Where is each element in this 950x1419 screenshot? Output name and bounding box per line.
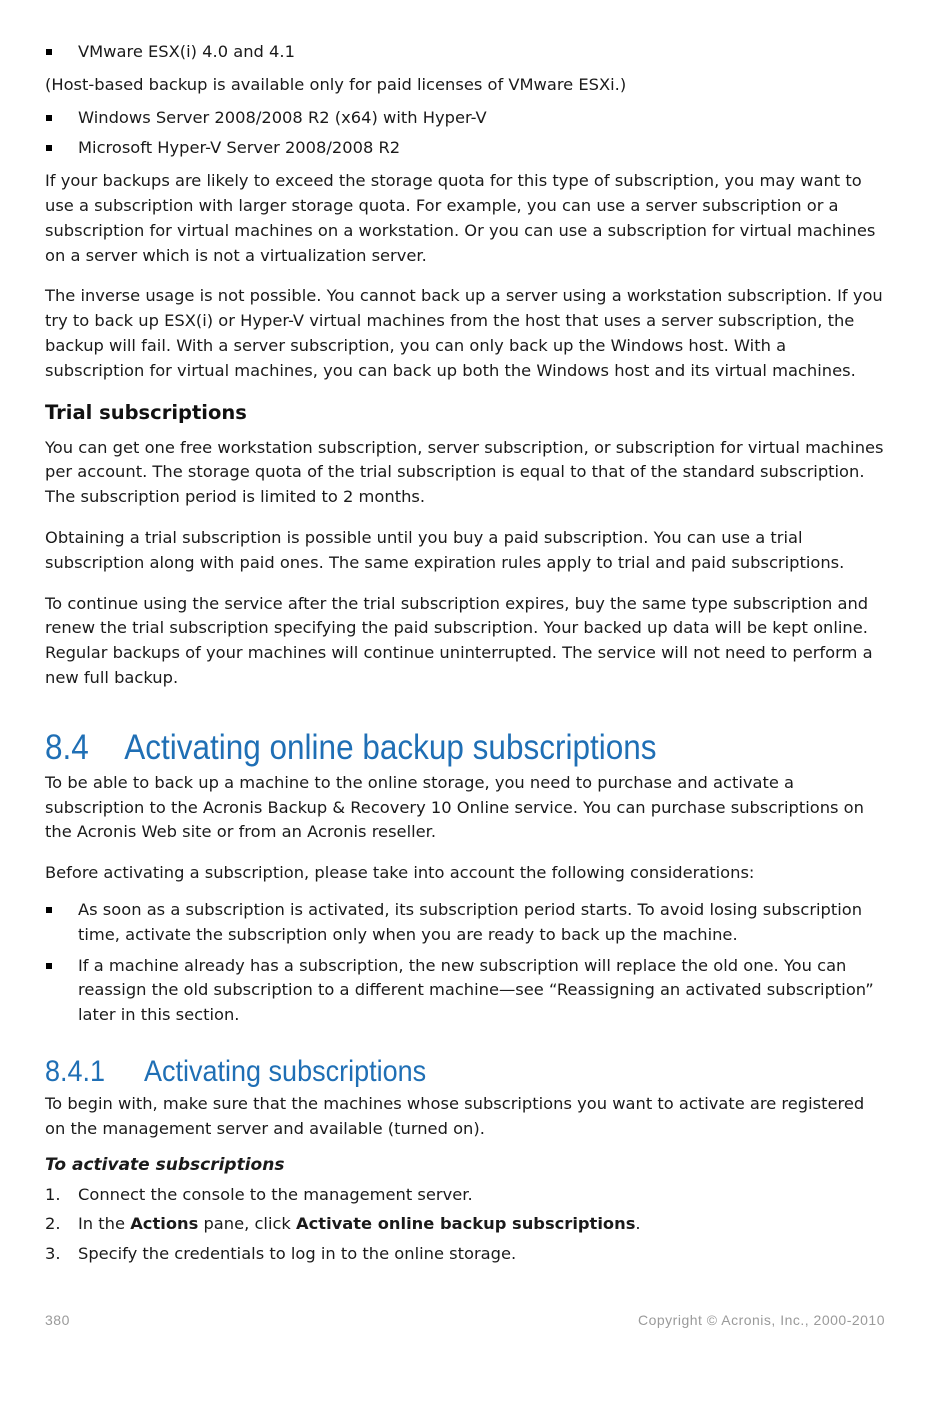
bullet-square-icon [46,145,52,151]
paragraph-quota: If your backups are likely to exceed the storage quota for this type of subscription, you may want to use a subscription with larger storage quota. For example, you can use a server subscription or a subscription for virtual machines on a workstation. Or you can use a subscription for virtual machines on a server which is not a virtualization server. [45,171,876,265]
bullet-text: As soon as a subscription is activated, its subscription period starts. To avoid losing subscription time, activate the subscription only when you are ready to back up the machine. [78,899,863,944]
section-8-4-1-paragraph: To begin with, make sure that the machines whose subscriptions you want to activate are registered on the management server and available (turned on). [45,1093,865,1138]
ui-term-actions: Actions [130,1214,199,1234]
subsection-number: 8.4.1 [45,1054,106,1088]
step-item [45,1183,885,1208]
trial-paragraph-2: Obtaining a trial subscription is possible until you buy a paid subscription. You can use a trial subscription along with paid ones. The same expiration rules apply to trial and paid subscriptions. [45,527,845,572]
ui-term-activate: Activate online backup subscriptions [296,1214,636,1234]
step-number: 2. [45,1214,61,1234]
bullet-square-icon [46,115,52,121]
trial-paragraph-3: To continue using the service after the trial subscription expires, buy the same type subscription and renew the trial subscription specifying the paid subscription. Your backed up data will be kept online. Regular backups of your machines will continue uninterrupted. The service will not need to perform a new full backup. [45,593,873,687]
step-number: 3. [45,1244,61,1264]
section-8-4-1-heading [45,1054,801,1090]
bullet-item [45,40,885,65]
bullet-square-icon [46,907,52,913]
step-item [45,1212,885,1237]
step-text [78,1214,641,1233]
bullet-item [45,136,885,161]
section-8-4-paragraph-2: Before activating a subscription, please take into account the following considerations: [45,863,755,883]
note-esxi: (Host-based backup is available only for paid licenses of VMware ESXi.) [45,74,627,94]
bullet-text: Microsoft Hyper-V Server 2008/2008 R2 [78,138,401,158]
bullet-square-icon [46,963,52,969]
bullet-text: If a machine already has a subscription, the new subscription will replace the old one. You can reassign the old subscription to a different machine—see “Reassigning an activated subscription” later in this section. [78,955,874,1025]
subsection-title: Activating subscriptions [144,1054,427,1088]
step-text-part: pane, click [198,1214,297,1234]
bullet-text: VMware ESX(i) 4.0 and 4.1 [78,42,295,61]
copyright-notice: Copyright © Acronis, Inc., 2000-2010 [638,1312,885,1328]
step-number: 1. [45,1184,61,1204]
paragraph-inverse: The inverse usage is not possible. You cannot back up a server using a workstation subscription. If you try to back up ESX(i) or Hyper-V virtual machines from the host that uses a server subscription, the backup will fail. With a server subscription, you can only back up the Windows host. With a subscription for virtual machines, you can back up both the Windows host and its virtual machines. [45,286,883,380]
section-title: Activating online backup subscriptions [124,727,657,767]
trial-paragraph-1: You can get one free workstation subscription, server subscription, or subscription for virtual machines per account. The storage quota of the trial subscription is equal to that of the standard subscription. The subscription period is limited to 2 months. [45,437,884,507]
bullet-item [45,898,885,948]
section-number: 8.4 [45,727,89,767]
section-8-4-heading [45,727,801,769]
bullet-square-icon [46,49,52,55]
trial-heading: Trial subscriptions [45,400,247,424]
step-item [45,1242,885,1267]
bullet-item [45,954,885,1028]
bullet-text: Windows Server 2008/2008 R2 (x64) with Hyper-V [78,107,487,127]
page-number: 380 [45,1312,70,1328]
bullet-item [45,106,885,131]
step-text-part: In the [78,1214,131,1234]
step-text: Specify the credentials to log in to the online storage. [78,1244,517,1264]
step-text: Connect the console to the management server. [78,1184,473,1204]
procedure-title: To activate subscriptions [45,1154,285,1175]
step-text-part: . [635,1214,641,1234]
section-8-4-paragraph-1: To be able to back up a machine to the online storage, you need to purchase and activate a subscription to the Acronis Backup & Recovery 10 Online service. You can purchase subscriptions on the Acronis Web site or from an Acronis reseller. [45,772,864,842]
page-content [45,40,885,1267]
